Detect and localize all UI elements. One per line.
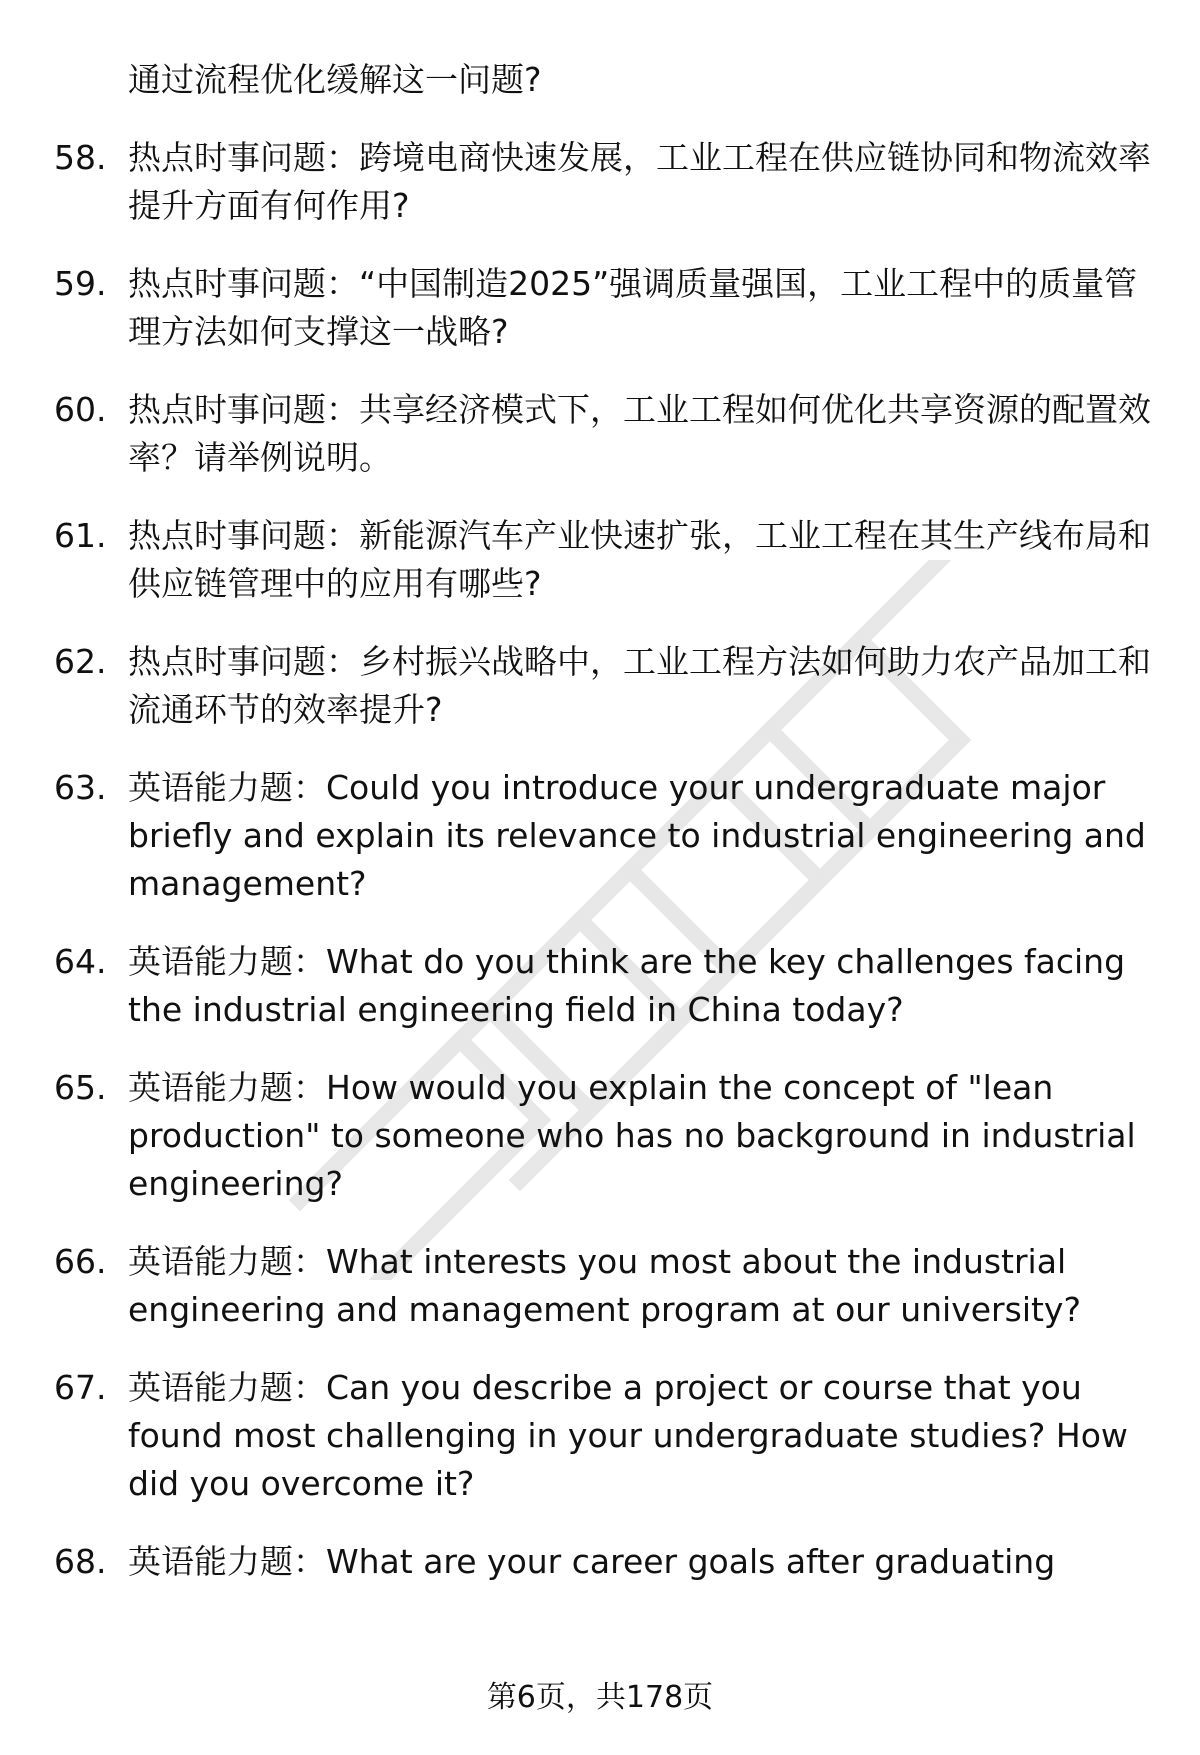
question-number: 67. xyxy=(54,1368,107,1407)
question-text: 英语能力题：How would you explain the concept of "lean production" to someone who has no background in industrial engineering? xyxy=(128,1068,1136,1203)
question-item xyxy=(54,938,1164,1034)
question-number: 58. xyxy=(54,138,107,177)
question-number: 61. xyxy=(54,516,107,555)
question-number: 64. xyxy=(54,942,107,981)
page-footer: 第6页，共178页 xyxy=(486,1680,714,1715)
question-item xyxy=(54,764,1164,908)
question-number: 62. xyxy=(54,642,107,681)
question-text: 热点时事问题：“中国制造2025”强调质量强国，工业工程中的质量管理方法如何支撑这一战略? xyxy=(128,264,1138,351)
question-item xyxy=(54,134,1164,230)
question-text: 英语能力题：What are your career goals after graduating xyxy=(128,1542,1056,1581)
question-list xyxy=(54,56,1164,1616)
question-item xyxy=(54,1238,1164,1334)
question-text: 热点时事问题：共享经济模式下，工业工程如何优化共享资源的配置效率？请举例说明。 xyxy=(128,390,1151,477)
question-text: 英语能力题：What interests you most about the industrial engineering and management program at our university? xyxy=(128,1242,1081,1329)
question-text: 英语能力题：What do you think are the key challenges facing the industrial engineering field in China today? xyxy=(128,942,1126,1029)
question-item xyxy=(54,386,1164,482)
question-number: 63. xyxy=(54,768,107,807)
question-text: 英语能力题：Can you describe a project or course that you found most challenging in your undergraduate studies? How did you overcome it? xyxy=(128,1368,1128,1503)
question-item xyxy=(54,260,1164,356)
question-text: 英语能力题：Could you introduce your undergraduate major briefly and explain its relevance to industrial engineering and management? xyxy=(128,768,1146,903)
question-number: 65. xyxy=(54,1068,107,1107)
question-item xyxy=(54,1064,1164,1208)
question-item xyxy=(54,1538,1164,1586)
question-text: 热点时事问题：新能源汽车产业快速扩张，工业工程在其生产线布局和供应链管理中的应用有哪些? xyxy=(128,516,1151,603)
question-number: 68. xyxy=(54,1542,107,1581)
question-text: 热点时事问题：乡村振兴战略中，工业工程方法如何助力农产品加工和流通环节的效率提升? xyxy=(128,642,1151,729)
question-item xyxy=(54,638,1164,734)
continued-question-text: 通过流程优化缓解这一问题? xyxy=(128,60,542,99)
question-number: 60. xyxy=(54,390,107,429)
question-number: 59. xyxy=(54,264,107,303)
question-item xyxy=(54,512,1164,608)
question-item xyxy=(54,1364,1164,1508)
question-text: 热点时事问题：跨境电商快速发展，工业工程在供应链协同和物流效率提升方面有何作用? xyxy=(128,138,1151,225)
question-number: 66. xyxy=(54,1242,107,1281)
